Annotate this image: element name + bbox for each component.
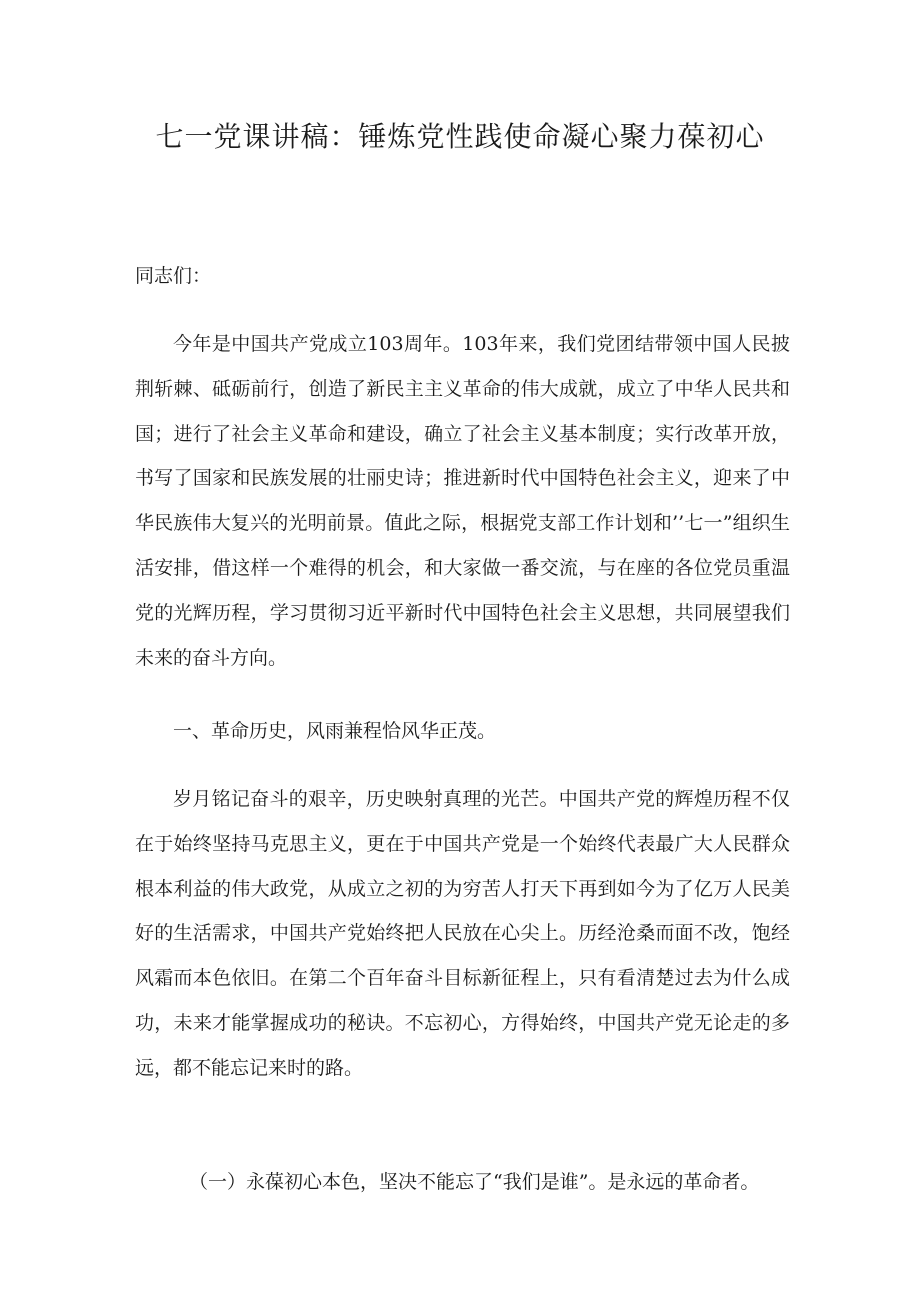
paragraph-history: 岁月铭记奋斗的艰辛，历史映射真理的光芒。中国共产党的辉煌历程不仅在于始终坚持马克思主义，更在于中国共产党是一个始终代表最广大人民群众根本利益的伟大政党，从成立之初的为穷苦人打天下再到如今为了亿万人民美好的生活需求，中国共产党始终把人民放在心尖上。历经沧桑而面不改，饱经风霜而本色依旧。在第二个百年奋斗目标新征程上，只有看清楚过去为什么成功，未来才能掌握成功的秘诀。不忘初心，方得始终，中国共产党无论走的多远，都不能忘记来时的路。: [135, 788, 790, 1079]
document-title: 七一党课讲稿：锤炼党性践使命凝心聚力葆初心: [155, 120, 765, 153]
paragraph-intro: 今年是中国共产党成立103周年。103年来，我们党团结带领中国人民披荆斩棘、砥砺前行，创造了新民主主义革命的伟大成就，成立了中华人民共和国；进行了社会主义革命和建设，确立了社会主义基本制度；实行改革开放，书写了国家和民族发展的壮丽史诗；推进新时代中国特色社会主义，迎来了中华民族伟大复兴的光明前景。值此之际，根据党支部工作计划和’’七一”组织生活安排，借这样一个难得的机会，和大家做一番交流，与在座的各位党员重温党的光辉历程，学习贯彻习近平新时代中国特色社会主义思想，共同展望我们未来的奋斗方向。: [135, 333, 790, 669]
subsection-heading: （一）永葆初心本色，坚决不能忘了“我们是谁”。是永远的革命者。: [189, 1171, 760, 1193]
salutation: 同志们：: [135, 265, 212, 287]
section-heading: 一、革命历史，风雨兼程恰风华正茂。: [173, 720, 497, 742]
